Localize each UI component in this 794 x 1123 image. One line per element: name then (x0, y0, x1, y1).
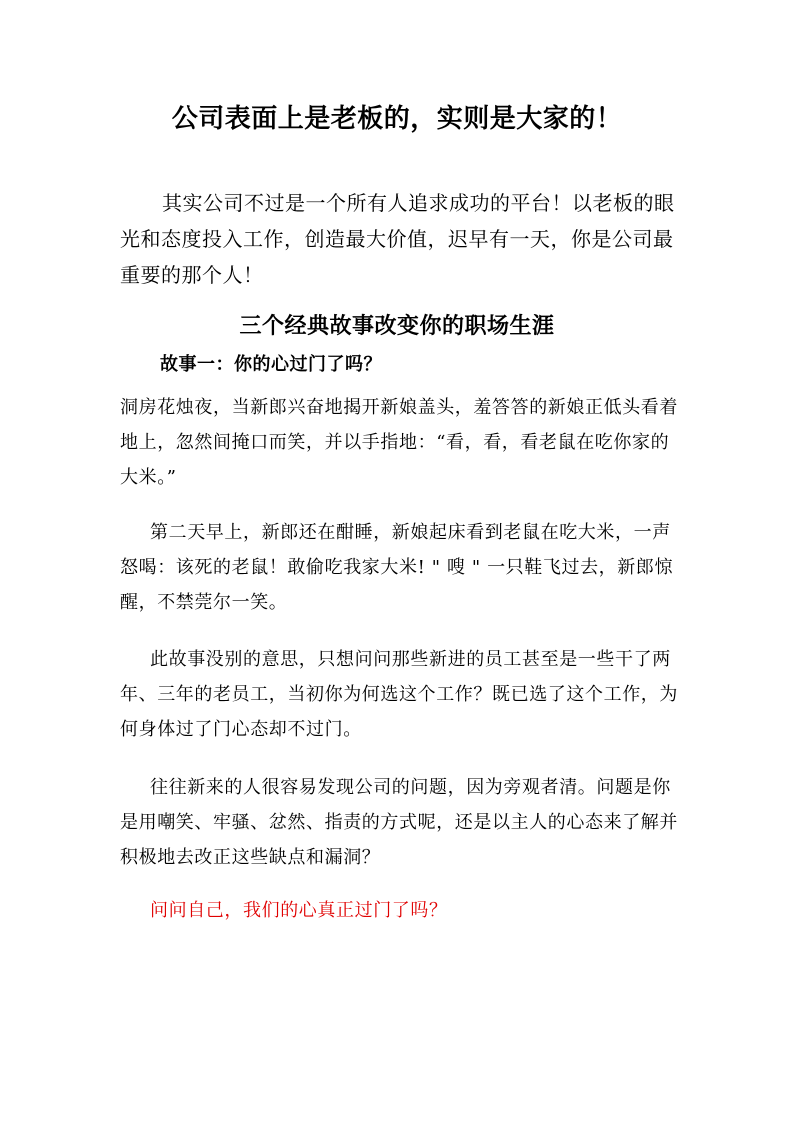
document-title: 公司表面上是老板的，实则是大家的！ (171, 104, 623, 134)
story-paragraph: 洞房花烛夜，当新郎兴奋地揭开新娘盖头，羞答答的新娘正低头看着地上，忽然间掩口而笑，并以手指地：“看，看，看老鼠在吃你家的大米。” (120, 397, 678, 488)
section-subtitle: 三个经典故事改变你的职场生涯 (239, 313, 555, 339)
story-paragraph: 第二天早上，新郎还在酣睡，新娘起床看到老鼠在吃大米，一声怒喝：该死的老鼠！敢偷吃我家大米! " 嗖 " 一只鞋飞过去，新郎惊醒，不禁莞尔一笑。 (120, 522, 674, 613)
intro-paragraph: 其实公司不过是一个所有人追求成功的平台！以老板的眼光和态度投入工作，创造最大价值，迟早有一天，你是公司最重要的那个人！ (120, 191, 675, 287)
story-heading: 故事一：你的心过门了吗？ (160, 354, 382, 375)
story-paragraph: 往往新来的人很容易发现公司的问题，因为旁观者清。问题是你是用嘲笑、牢骚、忿然、指责的方式呢，还是以主人的心态来了解并积极地去改正这些缺点和漏洞？ (120, 777, 678, 868)
story-paragraph: 此故事没别的意思，只想问问那些新进的员工甚至是一些干了两年、三年的老员工，当初你为何选这个工作？既已选了这个工作，为何身体过了门心态却不过门。 (120, 649, 678, 740)
story-closing-question: 问问自己，我们的心真正过门了吗？ (150, 900, 448, 921)
